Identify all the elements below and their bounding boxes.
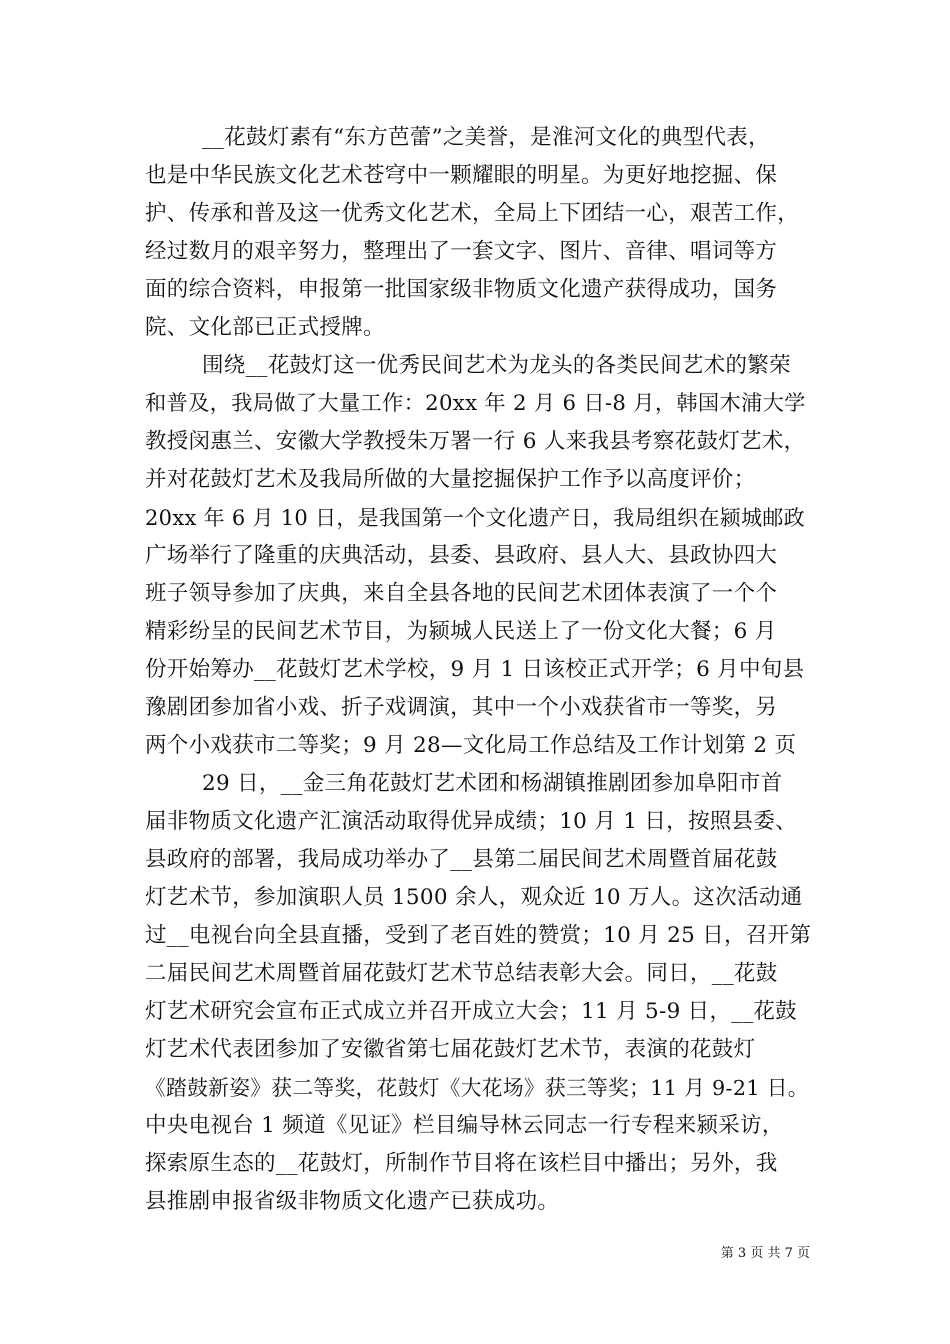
text-line: 中央电视台 1 频道《见证》栏目编导林云同志一行专程来颍采访， xyxy=(145,1113,784,1138)
text-line: 份开始筹办__花鼓灯艺术学校，9 月 1 日该校正式开学；6 月中旬县 xyxy=(145,657,805,682)
page-number: 第 3 页 共 7 页 xyxy=(720,1246,810,1261)
text-line: 围绕__花鼓灯这一优秀民间艺术为龙头的各类民间艺术的繁荣 xyxy=(202,353,791,378)
text-line: 和普及，我局做了大量工作：20xx 年 2 月 6 日-8 月，韩国木浦大学 xyxy=(145,391,806,416)
text-line: 并对花鼓灯艺术及我局所做的大量挖掘保护工作予以高度评价； xyxy=(145,467,756,492)
text-line: 探索原生态的__花鼓灯，所制作节目将在该栏目中播出；另外，我 xyxy=(145,1151,778,1176)
text-line: 灯艺术代表团参加了安徽省第七届花鼓灯艺术节，表演的花鼓灯 xyxy=(145,1037,756,1062)
text-line: 精彩纷呈的民间艺术节目，为颍城人民送上了一份文化大餐；6 月 xyxy=(145,619,777,644)
text-line: 经过数月的艰辛努力，整理出了一套文字、图片、音律、唱词等方 xyxy=(145,239,778,264)
text-line: 院、文化部已正式授牌。 xyxy=(145,315,385,340)
text-line: 20xx 年 6 月 10 日，是我国第一个文化遗产日，我局组织在颍城邮政 xyxy=(145,506,805,530)
text-line: 班子领导参加了庆典，来自全县各地的民间艺术团体表演了一个个 xyxy=(145,581,778,606)
text-line: 护、传承和普及这一优秀文化艺术，全局上下团结一心，艰苦工作， xyxy=(145,201,800,226)
text-line: 灯艺术节，参加演职人员 1500 余人，观众近 10 万人。这次活动通 xyxy=(145,885,803,910)
text-line: 29 日，__金三角花鼓灯艺术团和杨湖镇推剧团参加阜阳市首 xyxy=(202,771,783,796)
text-line: 《踏鼓新姿》获二等奖，花鼓灯《大花场》获三等奖；11 月 9-21 日。 xyxy=(145,1076,809,1100)
text-line: 过__电视台向全县直播，受到了老百姓的赞赏；10 月 25 日，召开第 xyxy=(145,923,812,948)
text-line: 县政府的部署，我局成功举办了__县第二届民间艺术周暨首届花鼓 xyxy=(145,847,778,872)
text-line: 教授闵惠兰、安徽大学教授朱万署一行 6 人来我县考察花鼓灯艺术， xyxy=(145,429,806,454)
text-line: 二届民间艺术周暨首届花鼓灯艺术节总结表彰大会。同日，__花鼓 xyxy=(145,961,778,986)
text-line: __花鼓灯素有“东方芭蕾”之美誉，是淮河文化的典型代表， xyxy=(202,125,770,150)
text-line: 灯艺术研究会宣布正式成立并召开成立大会；11 月 5-9 日，__花鼓 xyxy=(145,999,797,1024)
text-line: 豫剧团参加省小戏、折子戏调演，其中一个小戏获省市一等奖，另 xyxy=(145,695,778,720)
text-line: 也是中华民族文化艺术苍穹中一颗耀眼的明星。为更好地挖掘、保 xyxy=(145,163,778,188)
text-line: 两个小戏获市二等奖；9 月 28—文化局工作总结及工作计划第 2 页 xyxy=(145,733,797,758)
text-line: 届非物质文化遗产汇演活动取得优异成绩；10 月 1 日，按照县委、 xyxy=(145,809,797,834)
text-line: 面的综合资料，申报第一批国家级非物质文化遗产获得成功，国务 xyxy=(145,277,778,302)
text-line: 县推剧申报省级非物质文化遗产已获成功。 xyxy=(145,1189,560,1214)
text-line: 广场举行了隆重的庆典活动，县委、县政府、县人大、县政协四大 xyxy=(145,543,778,568)
